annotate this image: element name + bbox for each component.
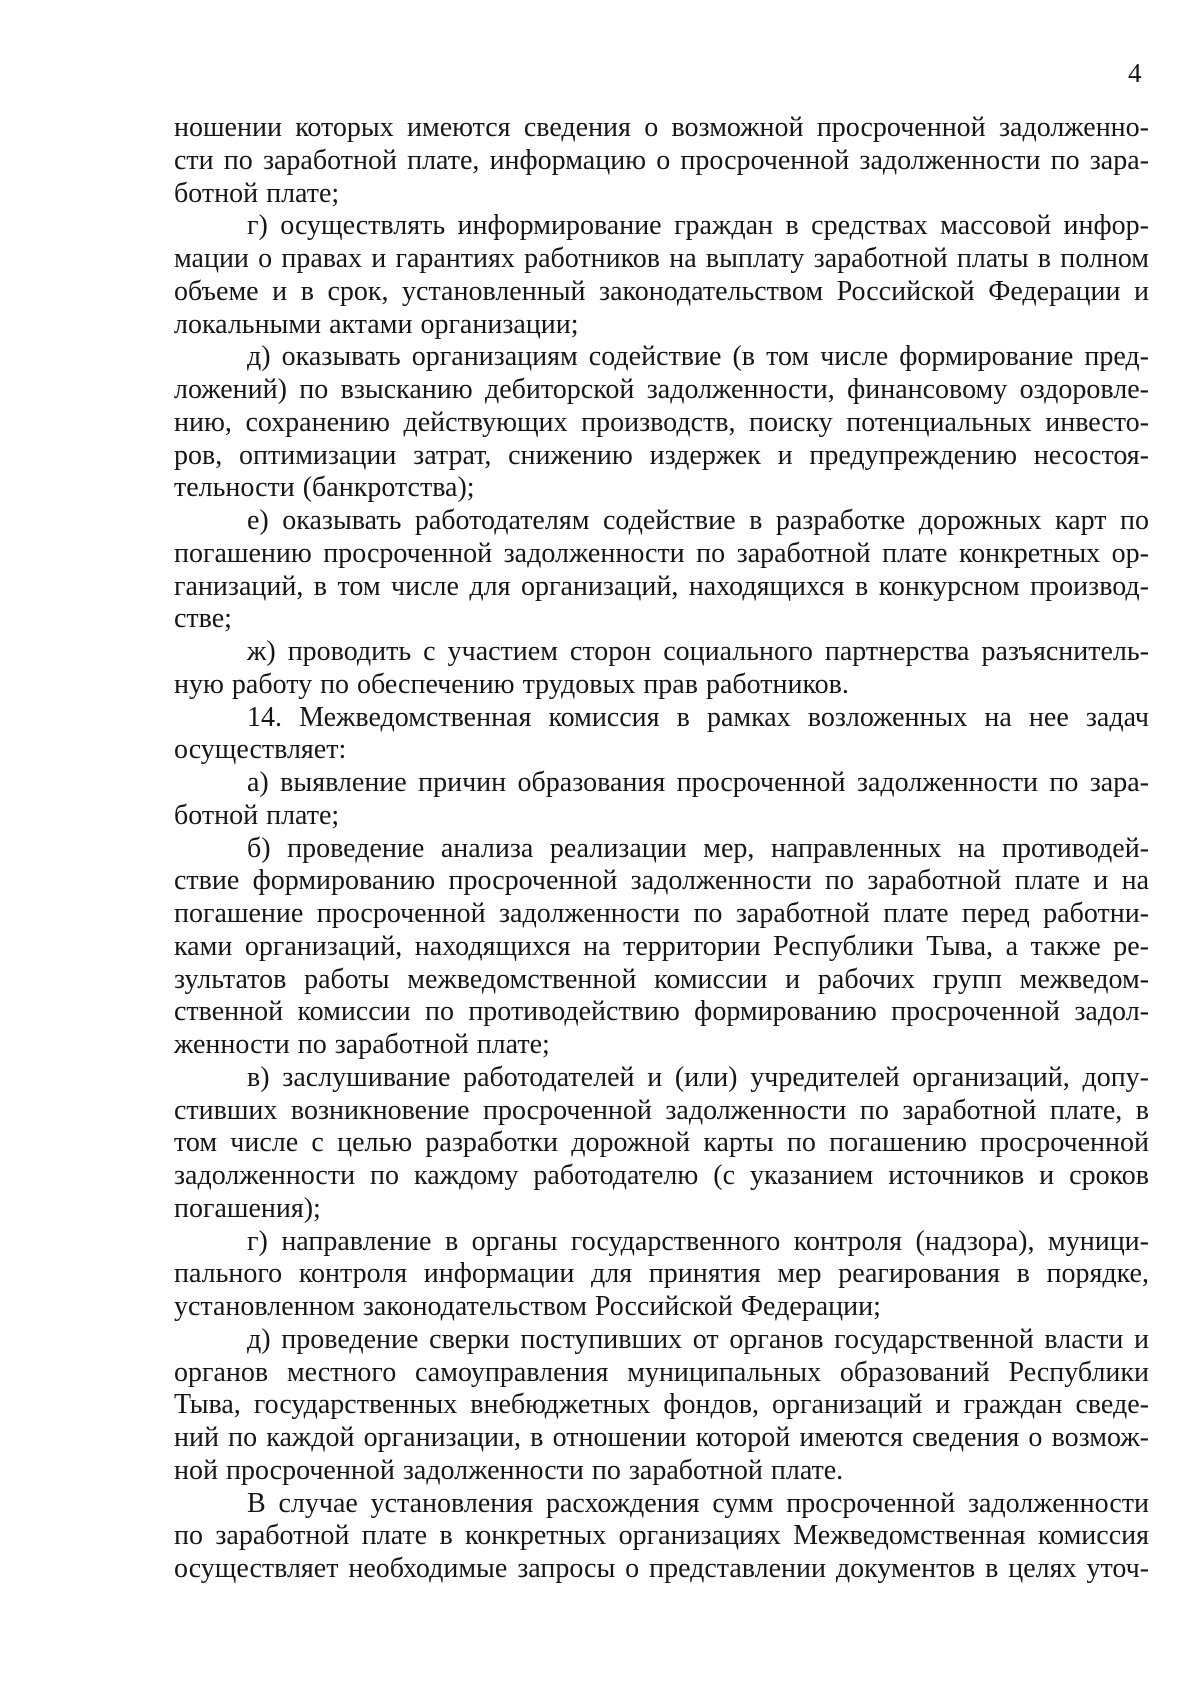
text-line: ров, оптимизации затрат, снижению издержек и предупреждению несостоя-: [174, 439, 1149, 471]
text-line: погашения);: [174, 1192, 321, 1224]
text-line: погашение просроченной задолженности по заработной плате перед работни-: [174, 898, 1149, 929]
text-line: тельности (банкротства);: [174, 472, 475, 504]
text-line: осуществляет:: [174, 734, 347, 766]
text-line: женности по заработной плате;: [174, 1029, 550, 1060]
paragraph-first-line: д) оказывать организациям содействие (в том числе формирование пред-: [247, 341, 1149, 373]
text-line: ботной плате;: [174, 799, 340, 831]
text-line: ботной плате;: [174, 177, 340, 209]
paragraph-first-line: б) проведение анализа реализации мер, направленных на противодей-: [247, 832, 1149, 864]
text-line: стве;: [174, 603, 232, 635]
paragraph-first-line: В случае установления расхождения сумм просроченной задолженности: [247, 1487, 1149, 1519]
paragraph-first-line: 14. Межведомственная комиссия в рамках возложенных на нее задач: [247, 701, 1149, 733]
text-line: ную работу по обеспечению трудовых прав работников.: [174, 668, 849, 700]
text-line: объеме и в срок, установленный законодательством Российской Федерации и: [174, 275, 1149, 307]
text-line: нию, сохранению действующих производств, поиску потенциальных инвесто-: [174, 406, 1149, 438]
text-line: пального контроля информации для принятия мер реагирования в порядке,: [174, 1258, 1149, 1290]
text-line: ственной комиссии по противодействию формированию просроченной задол-: [174, 996, 1149, 1028]
document-body: [174, 112, 1149, 1586]
paragraph-first-line: а) выявление причин образования просроченной задолженности по зара-: [247, 767, 1149, 798]
text-line: ложений) по взысканию дебиторской задолженности, финансовому оздоровле-: [174, 374, 1149, 405]
text-line: установленном законодательством Российской Федерации;: [174, 1291, 881, 1322]
text-line: зультатов работы межведомственной комиссии и рабочих групп межведом-: [174, 963, 1149, 995]
text-line: по заработной плате в конкретных организациях Межведомственная комиссия: [174, 1520, 1149, 1552]
paragraph-first-line: ж) проводить с участием сторон социального партнерства разъяснитель-: [247, 636, 1149, 667]
page-number: 4: [1128, 58, 1142, 88]
text-line: ками организаций, находящихся на территории Республики Тыва, а также ре-: [174, 930, 1149, 962]
text-line: мации о правах и гарантиях работников на выплату заработной платы в полном: [174, 243, 1149, 274]
text-line: ствие формированию просроченной задолженности по заработной плате и на: [174, 865, 1149, 897]
text-line: Тыва, государственных внебюджетных фондов, организаций и граждан сведе-: [174, 1389, 1149, 1421]
text-line: стивших возникновение просроченной задолженности по заработной плате, в: [174, 1094, 1149, 1126]
text-line: осуществляет необходимые запросы о представлении документов в целях уточ-: [174, 1553, 1149, 1584]
text-line: ний по каждой организации, в отношении которой имеются сведения о возмож-: [174, 1422, 1149, 1453]
paragraph-first-line: е) оказывать работодателям содействие в разработке дорожных карт по: [247, 505, 1149, 536]
text-line: ношении которых имеются сведения о возможной просроченной задолженно-: [174, 112, 1149, 143]
paragraph-first-line: д) проведение сверки поступивших от органов государственной власти и: [247, 1323, 1149, 1355]
paragraph-first-line: г) направление в органы государственного контроля (надзора), муници-: [247, 1225, 1149, 1257]
text-line: ганизаций, в том числе для организаций, находящихся в конкурсном производ-: [174, 570, 1149, 602]
text-line: том числе с целью разработки дорожной карты по погашению просроченной: [174, 1127, 1149, 1159]
text-line: погашению просроченной задолженности по заработной плате конкретных ор-: [174, 537, 1149, 569]
text-line: локальными актами организации;: [174, 308, 579, 340]
paragraph-first-line: г) осуществлять информирование граждан в средствах массовой инфор-: [247, 210, 1149, 242]
text-line: задолженности по каждому работодателю (с указанием источников и сроков: [174, 1160, 1149, 1191]
text-line: сти по заработной плате, информацию о просроченной задолженности по зара-: [174, 144, 1149, 176]
text-line: ной просроченной задолженности по заработной плате.: [174, 1454, 844, 1486]
text-line: органов местного самоуправления муниципальных образований Республики: [174, 1356, 1149, 1388]
paragraph-first-line: в) заслушивание работодателей и (или) учредителей организаций, допу-: [247, 1061, 1149, 1093]
